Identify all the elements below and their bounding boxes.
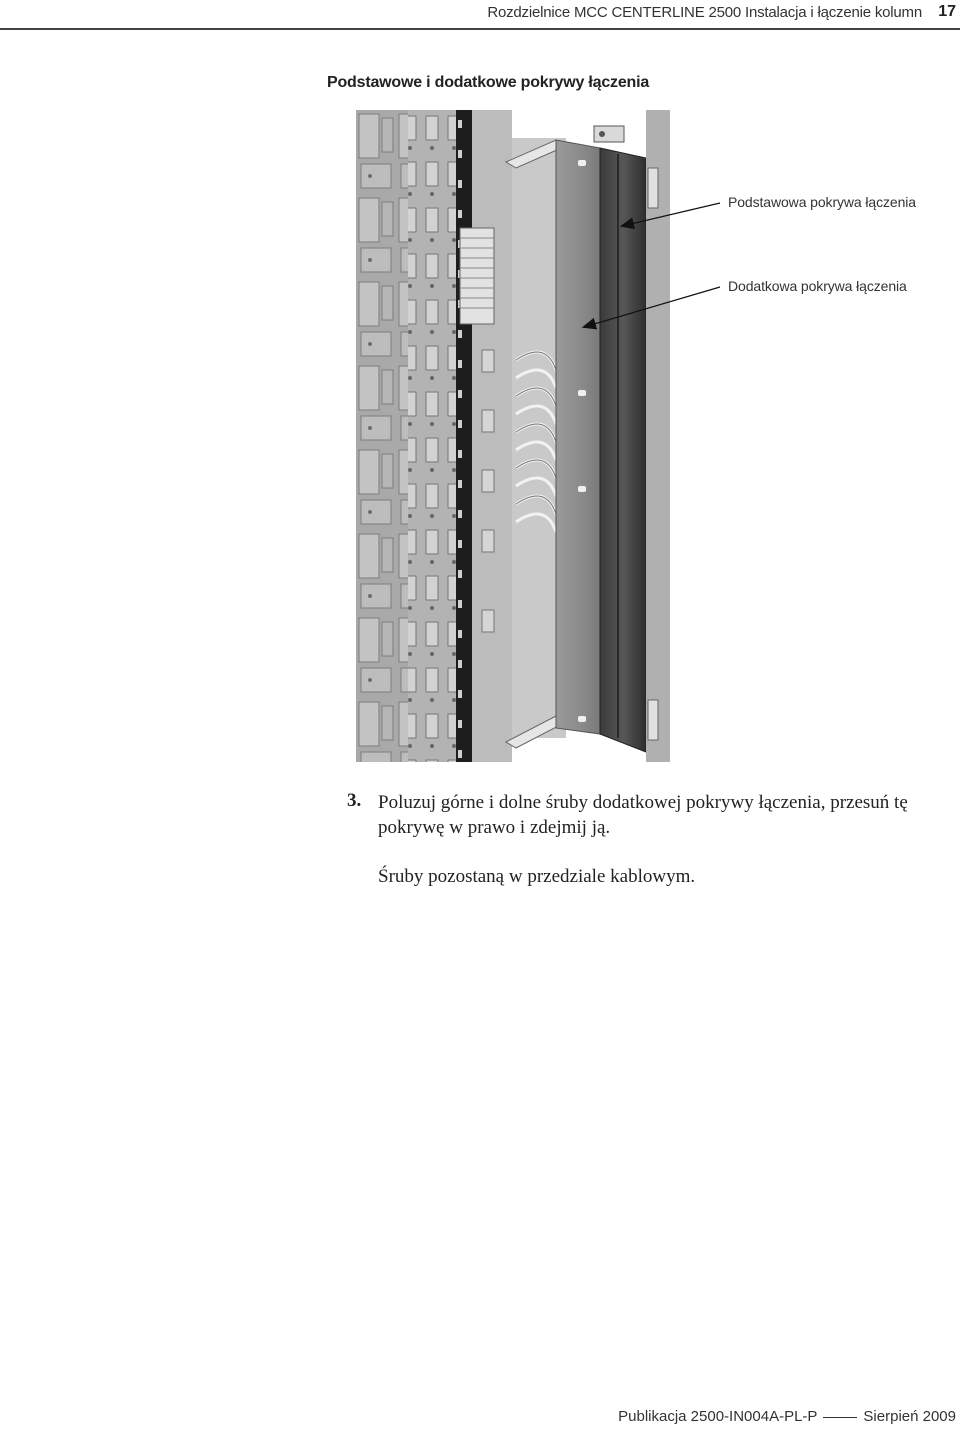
- section-title: Podstawowe i dodatkowe pokrywy łączenia: [327, 74, 650, 91]
- page-footer: [618, 1408, 956, 1425]
- step-note: Śruby pozostaną w przedziale kablowym.: [378, 866, 696, 887]
- publication-date: Sierpień 2009: [863, 1408, 956, 1425]
- step-instruction: Poluzuj górne i dolne śruby dodatkowej pokrywy łączenia, przesuń tę pokrywę w prawo i zdejmij ją.: [378, 792, 908, 838]
- footer-dash: [823, 1417, 857, 1418]
- wiring-cover-illustration: [356, 110, 670, 762]
- publication-id: Publikacja 2500-IN004A-PL-P: [618, 1408, 818, 1425]
- step-number: 3.: [347, 790, 362, 811]
- header-rule: [0, 28, 960, 30]
- running-header: Rozdzielnice MCC CENTERLINE 2500 Instalacja i łączenie kolumn: [487, 4, 922, 21]
- page-number: 17: [938, 3, 956, 20]
- callout-primary-cover: Podstawowa pokrywa łączenia: [728, 194, 916, 210]
- callout-secondary-cover: Dodatkowa pokrywa łączenia: [728, 278, 907, 294]
